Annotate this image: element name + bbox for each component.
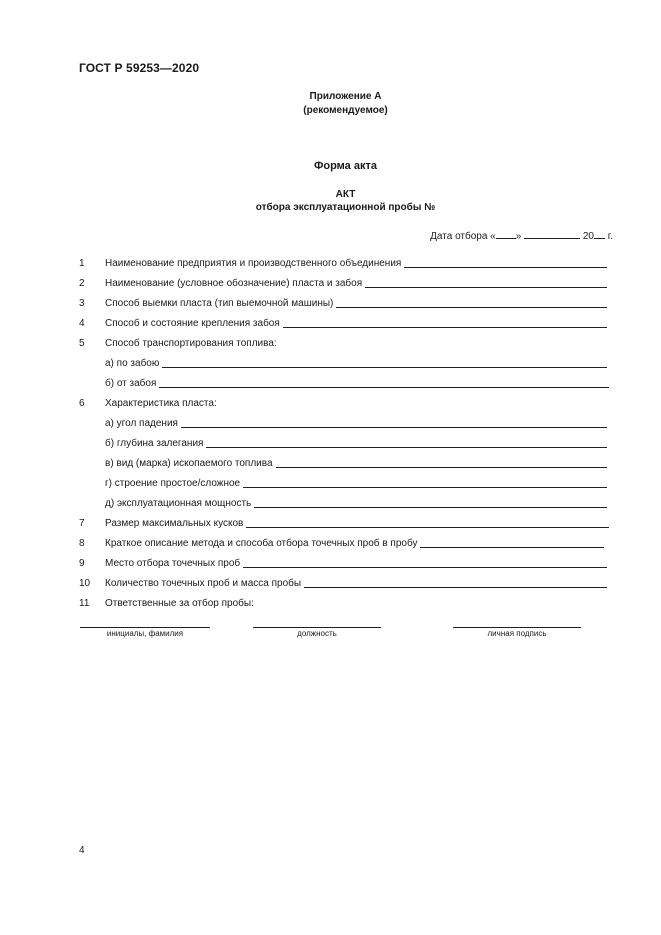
fill-in-line[interactable] xyxy=(404,267,607,268)
item-label: Краткое описание метода и способа отбора точечных проб в пробу xyxy=(105,538,418,549)
appendix-title: Приложение А xyxy=(309,91,382,102)
item-label: Размер максимальных кусков xyxy=(105,518,244,529)
act-title: АКТ xyxy=(335,189,356,200)
fill-in-line[interactable] xyxy=(276,467,607,468)
form-item xyxy=(79,277,607,291)
sampling-date-line xyxy=(430,229,613,242)
fill-in-line[interactable] xyxy=(246,527,609,528)
form-item xyxy=(79,537,604,551)
form-item xyxy=(79,397,607,411)
fill-in-line[interactable] xyxy=(243,487,607,488)
fill-in-line[interactable] xyxy=(254,507,607,508)
form-subitem xyxy=(105,437,607,451)
item-label: Количество точечных проб и масса пробы xyxy=(105,578,302,589)
fill-in-line[interactable] xyxy=(283,327,607,328)
form-item xyxy=(79,337,607,351)
form-subitem xyxy=(105,457,607,471)
item-label: Способ транспортирования топлива: xyxy=(105,338,277,349)
signature-line-name[interactable] xyxy=(80,627,210,628)
page-number: 4 xyxy=(79,845,85,856)
date-prefix: Дата отбора « xyxy=(430,231,496,242)
form-subitem xyxy=(105,497,607,511)
item-label: Характеристика пласта: xyxy=(105,398,217,409)
signature-caption-position: должность xyxy=(297,629,337,638)
act-subtitle: отбора эксплуатационной пробы № xyxy=(255,202,436,213)
item-number: 2 xyxy=(79,278,85,289)
year-prefix: 20 xyxy=(582,231,594,242)
form-item xyxy=(79,517,609,531)
form-item xyxy=(79,257,607,271)
item-number: 5 xyxy=(79,338,85,349)
subitem-label: в) вид (марка) ископаемого топлива xyxy=(105,458,273,469)
signature-line-signature[interactable] xyxy=(453,627,581,628)
fill-in-line[interactable] xyxy=(181,427,607,428)
year-suffix: г. xyxy=(607,231,613,242)
item-number: 3 xyxy=(79,298,85,309)
form-title: Форма акта xyxy=(314,160,377,172)
fill-in-line[interactable] xyxy=(243,567,607,568)
form-subitem xyxy=(105,377,609,391)
item-number: 6 xyxy=(79,398,85,409)
fill-in-line[interactable] xyxy=(206,447,607,448)
form-item xyxy=(79,577,607,591)
item-label: Ответственные за отбор пробы: xyxy=(105,598,254,609)
subitem-label: а) по забою xyxy=(105,358,160,369)
appendix-note: (рекомендуемое) xyxy=(303,105,388,116)
fill-in-line[interactable] xyxy=(159,387,609,388)
item-label: Наименование предприятия и производственного объединения xyxy=(105,258,402,269)
form-item xyxy=(79,557,607,571)
fill-in-line[interactable] xyxy=(336,307,607,308)
signature-caption-name: инициалы, фамилия xyxy=(106,629,184,638)
signature-caption-signature: личная подпись xyxy=(487,629,547,638)
signature-line-position[interactable] xyxy=(253,627,381,628)
subitem-label: д) эксплуатационная мощность xyxy=(105,498,252,509)
item-number: 9 xyxy=(79,558,85,569)
item-label: Место отбора точечных проб xyxy=(105,558,241,569)
form-subitem xyxy=(105,477,607,491)
item-label: Наименование (условное обозначение) пласта и забоя xyxy=(105,278,363,289)
item-number: 11 xyxy=(79,598,90,609)
fill-in-line[interactable] xyxy=(420,547,604,548)
form-subitem xyxy=(105,357,607,371)
subitem-label: а) угол падения xyxy=(105,418,178,429)
item-number: 10 xyxy=(79,578,91,589)
item-number: 8 xyxy=(79,538,85,549)
month-blank[interactable] xyxy=(524,229,580,239)
subitem-label: г) строение простое/сложное xyxy=(105,478,241,489)
form-subitem xyxy=(105,417,607,431)
subitem-label: б) от забоя xyxy=(105,378,157,389)
fill-in-line[interactable] xyxy=(304,587,607,588)
year-blank[interactable] xyxy=(594,229,605,239)
subitem-label: б) глубина залегания xyxy=(105,438,204,449)
fill-in-line[interactable] xyxy=(365,287,607,288)
item-label: Способ и состояние крепления забоя xyxy=(105,318,280,329)
day-blank[interactable] xyxy=(496,229,516,239)
document-code: ГОСТ Р 59253—2020 xyxy=(79,61,200,75)
item-number: 4 xyxy=(79,318,85,329)
item-number: 7 xyxy=(79,518,85,529)
item-label: Способ выемки пласта (тип выемочной машины) xyxy=(105,298,334,309)
form-item xyxy=(79,297,607,311)
form-item xyxy=(79,597,607,611)
date-mid: » xyxy=(515,231,522,242)
fill-in-line[interactable] xyxy=(162,367,607,368)
form-item xyxy=(79,317,607,331)
item-number: 1 xyxy=(79,258,85,269)
